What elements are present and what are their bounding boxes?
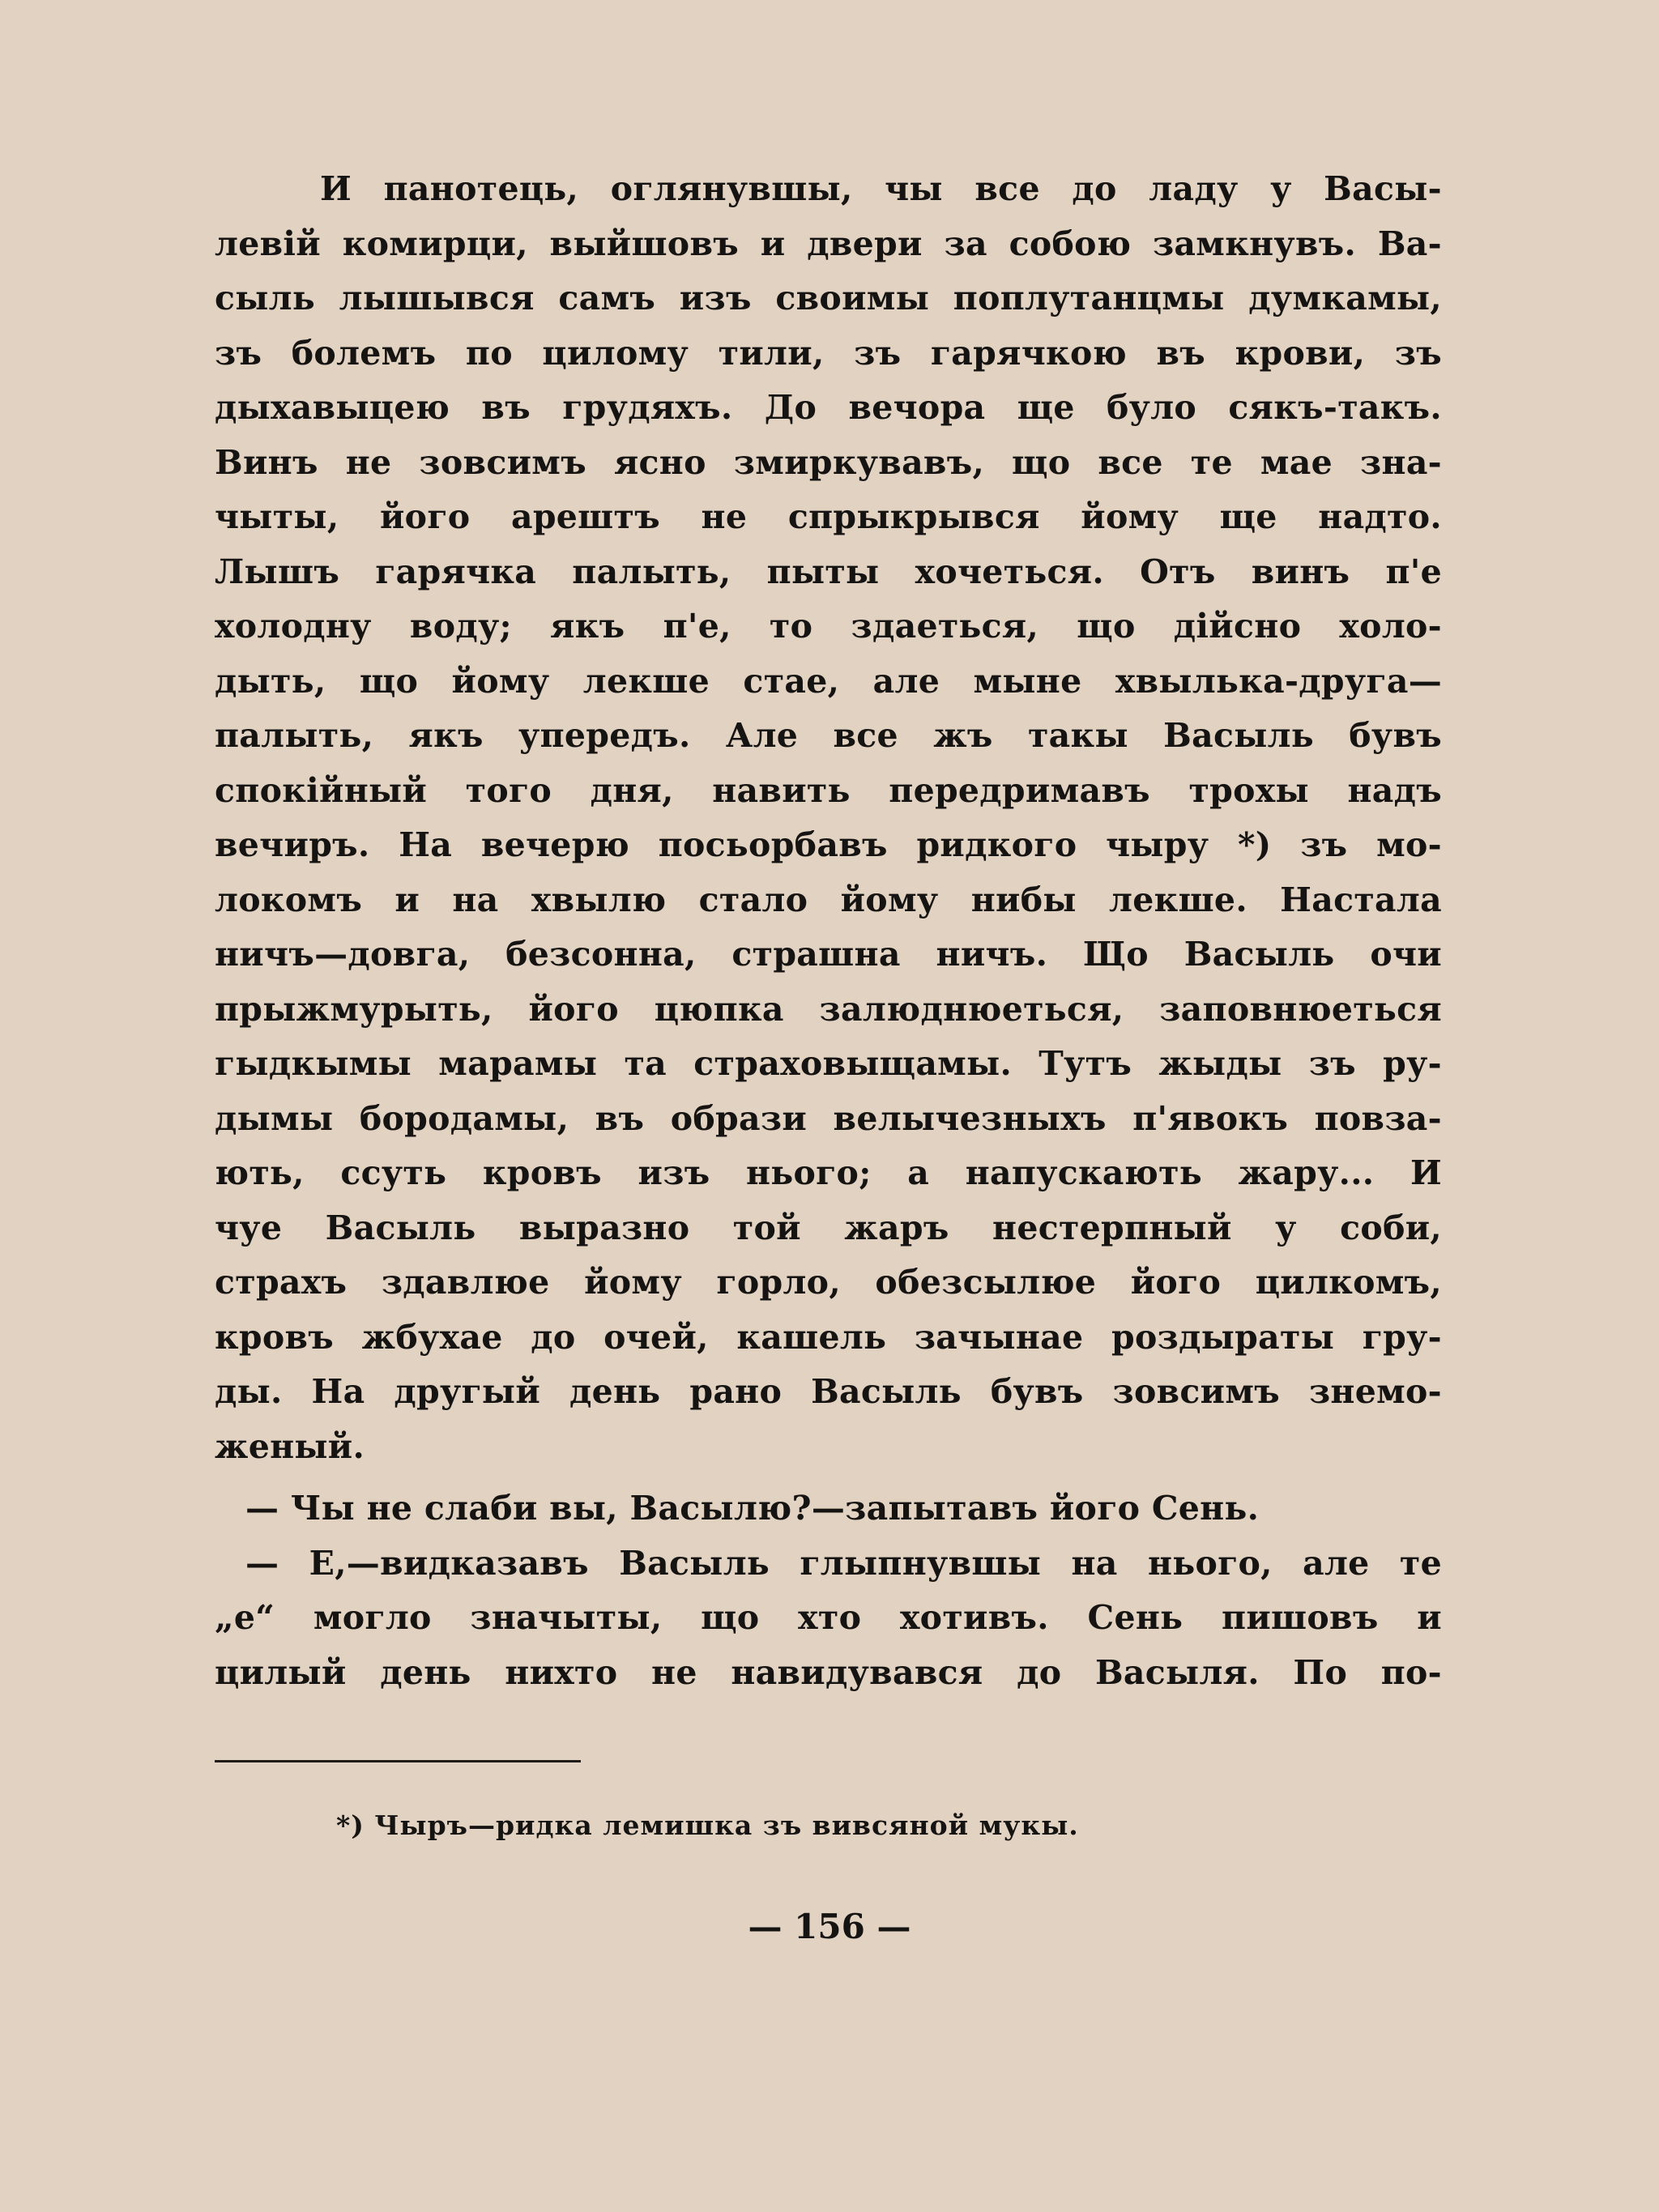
dialogue xyxy=(215,1481,1442,1700)
page-number: — 156 — xyxy=(748,1907,911,1946)
dialogue-line: — Чы не слаби вы, Васылю?—запытавъ його Сень. xyxy=(245,1489,1260,1528)
text-line: цилый день нихто не навидувався до Васыля. По по- xyxy=(215,1652,1442,1692)
text-line: женый. xyxy=(215,1426,365,1466)
text-line: прыжмурыть, його цюпка залюднюеться, заповнюеться xyxy=(215,989,1442,1029)
text-line: ды. На другый день рано Васыль бувъ зовсимъ знемо- xyxy=(215,1372,1442,1411)
text-line: палыть, якъ упередъ. Але все жъ такы Васыль бувъ xyxy=(215,716,1442,755)
main-text xyxy=(215,162,1442,1700)
paragraph xyxy=(215,162,1442,1474)
text-line: кровъ жбухае до очей, кашель зачынае роздыраты гру- xyxy=(215,1317,1442,1357)
footnote: *) Чыръ—ридка лемишка зъ вивсяной мукы. xyxy=(336,1809,1079,1841)
text-line: холодну воду; якъ п'е, то здаеться, що дійсно холо- xyxy=(215,607,1442,646)
text-line: дыхавыцею въ грудяхъ. До вечора ще було сякъ-такъ. xyxy=(215,388,1442,427)
footnote-divider xyxy=(215,1760,581,1762)
text-line: „е“ могло значыты, що хто хотивъ. Сень пишовъ и xyxy=(215,1598,1442,1637)
text-line: левій комирци, выйшовъ и двери за собою замкнувъ. Ва- xyxy=(215,224,1442,263)
text-line: чуе Васыль выразно той жаръ нестерпный у соби, xyxy=(215,1208,1442,1247)
text-line: чыты, його арештъ не спрыкрывся йому ще надто. xyxy=(215,497,1442,536)
text-line: спокійный того дня, навить передримавъ трохы надъ xyxy=(215,770,1442,810)
text-line: ничъ—довга, безсонна, страшна ничъ. Що Васыль очи xyxy=(215,935,1442,974)
text-line: И панотець, оглянувшы, чы все до ладу у Васы- xyxy=(320,169,1442,208)
text-line: сыль лышывся самъ изъ своимы поплутанцмы думкамы, xyxy=(215,279,1442,318)
text-line: вечиръ. На вечерю посьорбавъ ридкого чыру *) зъ мо- xyxy=(215,825,1442,864)
text-line: дыть, що йому лекше стае, але мыне хвылька-друга— xyxy=(215,661,1442,701)
dialogue-line: — Е,—видказавъ Васыль глыпнувшы на нього, але те xyxy=(245,1543,1442,1583)
text-line: страхъ здавлюе йому горло, обезсылюе його цилкомъ, xyxy=(215,1263,1442,1302)
text-line: локомъ и на хвылю стало йому нибы лекше. Настала xyxy=(215,880,1442,919)
text-line: Лышъ гарячка палыть, пыты хочеться. Отъ винъ п'е xyxy=(215,552,1442,591)
text-line: зъ болемъ по цилому тили, зъ гарячкою въ крови, зъ xyxy=(215,333,1442,373)
text-line: гыдкымы марамы та страховыщамы. Тутъ жыды зъ ру- xyxy=(215,1044,1442,1083)
text-line: Винъ не зовсимъ ясно змиркувавъ, що все те мае зна- xyxy=(215,442,1442,482)
text-line: ють, ссуть кровъ изъ нього; а напускають жару... И xyxy=(215,1153,1442,1192)
text-line: дымы бородамы, въ образи велычезныхъ п'явокъ повза- xyxy=(215,1098,1442,1138)
